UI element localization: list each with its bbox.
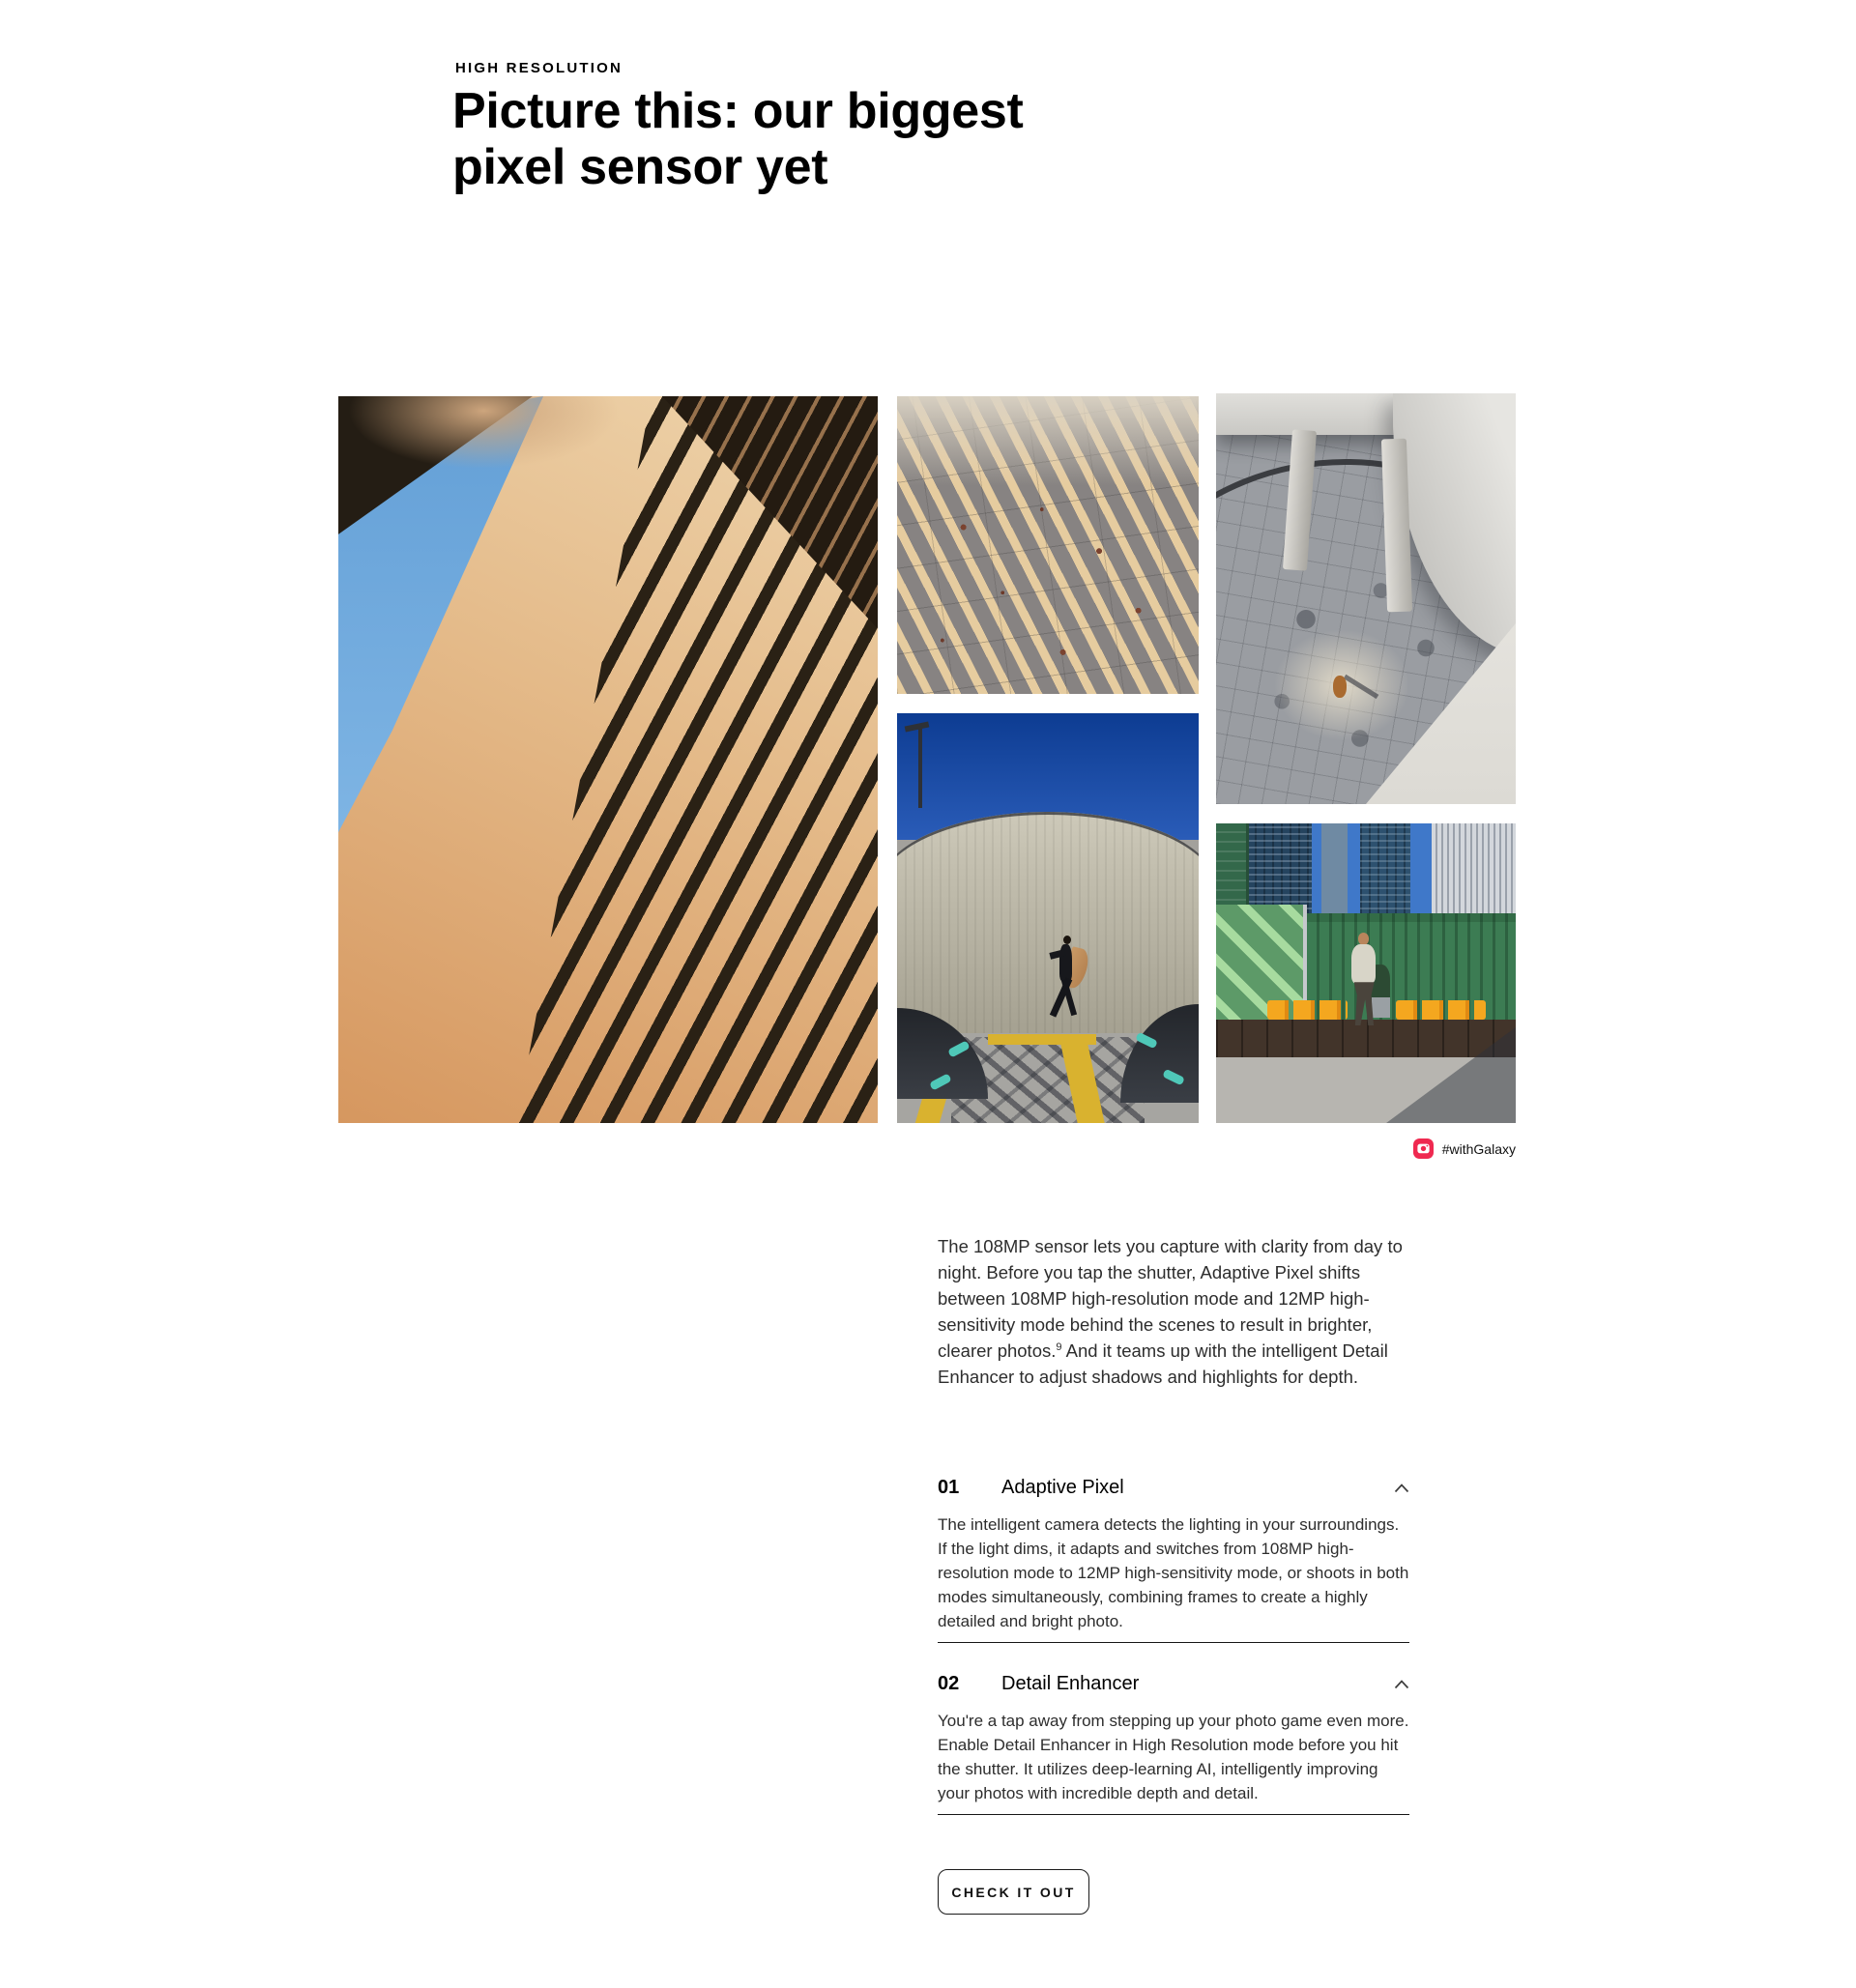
photo-art-layer xyxy=(1246,823,1312,916)
photo-art-layer xyxy=(918,726,922,808)
accordion-item-number: 01 xyxy=(938,1477,960,1498)
accordion-item-body: You're a tap away from stepping up your photo game even more. Enable Detail Enhancer in High Resolution mode before you hit the shutter. It utilizes deep-learning AI, intelligently improving your photos with incredible depth and detail. xyxy=(938,1712,1409,1802)
withgalaxy-label: #withGalaxy xyxy=(1441,1140,1516,1157)
photo-art-layer xyxy=(1351,944,1376,983)
feature-accordion xyxy=(938,1477,1409,1815)
accordion-item-number: 02 xyxy=(938,1673,960,1694)
photo-art-layer xyxy=(988,1034,1096,1045)
accordion-header-detail-enhancer[interactable] xyxy=(938,1673,1409,1695)
description-text-cont: And it teams up with the intelligent Detail Enhancer to adjust shadows and highlights for depth. xyxy=(938,1340,1388,1387)
instagram-icon xyxy=(1413,1138,1434,1159)
photo-art-layer xyxy=(1372,997,1390,1019)
gallery-photo-containers xyxy=(1216,823,1516,1123)
photo-art-layer xyxy=(897,812,1199,1050)
gallery-photo-escalator xyxy=(897,713,1199,1123)
footnote-marker[interactable]: 9 xyxy=(1056,1340,1062,1353)
gallery-photo-pillar xyxy=(338,396,878,1123)
feature-text-panel xyxy=(938,1233,1409,1915)
photo-art-layer xyxy=(1360,823,1411,916)
chevron-up-icon xyxy=(1394,1680,1409,1689)
accordion-item-detail-enhancer xyxy=(938,1673,1409,1815)
accordion-item-adaptive-pixel xyxy=(938,1477,1409,1643)
accordion-item-body: The intelligent camera detects the lighting in your surroundings. If the light dims, it adapts and switches from 108MP high-resolution mode to 12MP high-sensitivity mode, or shoots in both modes simultaneously, combining frames to create a highly detailed and bright photo. xyxy=(938,1515,1409,1630)
photo-art-layer xyxy=(1321,823,1348,913)
photo-art-layer xyxy=(1216,1020,1516,1060)
feature-description xyxy=(938,1233,1409,1390)
gallery-photo-courtyard xyxy=(1216,393,1516,804)
photo-art-layer xyxy=(897,396,1199,694)
section-eyebrow: HIGH RESOLUTION xyxy=(455,60,624,76)
check-it-out-button[interactable]: CHECK IT OUT xyxy=(938,1869,1089,1915)
accordion-item-label: Detail Enhancer xyxy=(1001,1673,1140,1694)
chevron-up-icon xyxy=(1394,1484,1409,1493)
accordion-header-adaptive-pixel[interactable] xyxy=(938,1477,1409,1499)
section-title: Picture this: our biggest pixel sensor yet xyxy=(452,83,1024,195)
accordion-item-label: Adaptive Pixel xyxy=(1001,1477,1124,1498)
photo-art-layer xyxy=(1333,676,1347,698)
photo-art-layer xyxy=(1267,1000,1348,1020)
photo-art-layer xyxy=(1063,936,1071,944)
description-text: The 108MP sensor lets you capture with clarity from day to night. Before you tap the shutter, Adaptive Pixel shifts between 108MP high-resolution mode and 12MP high-sensitivity mode behind the scenes to result in brighter, clearer photos. xyxy=(938,1236,1403,1361)
withgalaxy-credit-link[interactable] xyxy=(1413,1138,1516,1159)
gallery-photo-plaza xyxy=(897,396,1199,694)
photo-art-layer xyxy=(1396,1000,1486,1020)
